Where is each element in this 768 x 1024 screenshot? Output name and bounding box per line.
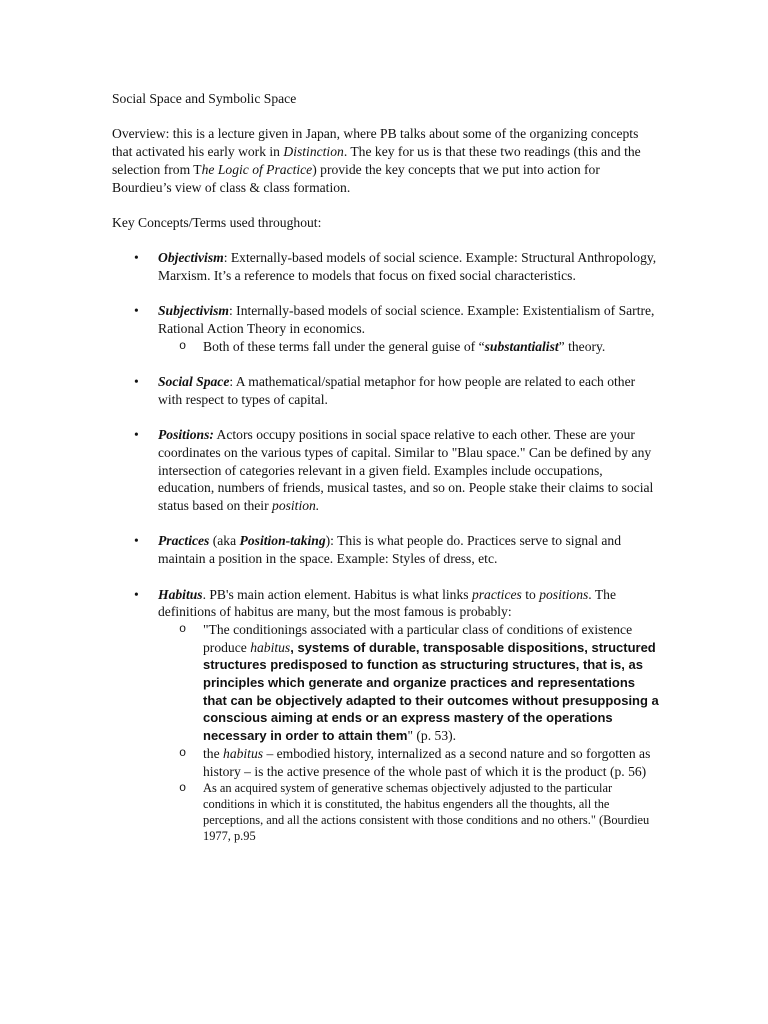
term-objectivism: Objectivism [158, 250, 224, 266]
overview-text-3: ) provide the key concepts that we put into action for Bourdieu’s view of class & class formation. [112, 161, 600, 195]
overview-text-1: Overview: this is a lecture given in Japan, where PB talks about some of the organizing concepts that activated his early work in [112, 126, 639, 160]
habitus-text-3: . The definitions of habitus are many, but the most famous is probably: [158, 586, 616, 620]
concept-positions [112, 426, 662, 515]
term-positions: Positions: [158, 427, 214, 443]
definition-positions: Actors occupy positions in social space relative to each other. These are your coordinates on the various types of capital. Similar to "Blau space." Can be defined by any intersection of categories relevant in a given field. Examples include occupations, education, numbers of friends, musical tastes, and so on. People stake their claims to social status based on their [158, 427, 654, 514]
overview-italic-logic-of-practice: he Logic of Practice [201, 161, 313, 177]
document-page [112, 90, 662, 862]
quote3-text: As an acquired system of generative schemas objectively adjusted to the particular conditions in which it is constituted, the habitus engenders all the thoughts, all the perceptions, and all the actions consistent with those conditions and no others." (Bourdieu 1977, p.95 [203, 781, 650, 844]
concept-subjectivism [112, 302, 662, 355]
term-substantialist: substantialist [484, 338, 559, 354]
quote2-text-b: – embodied history, internalized as a second nature and so forgotten as history – is the active presence of the whole past of which it is the product (p. 56) [203, 745, 651, 779]
quote1-citation: " (p. 53). [407, 728, 457, 744]
quote2-text-a: the [203, 745, 224, 761]
term-position-taking: Position-taking [239, 533, 326, 549]
quote2-italic-habitus: habitus [223, 745, 264, 761]
quote1-text-a: "The conditionings associated with a particular class of conditions of existence produce [203, 621, 633, 655]
habitus-quote-3 [158, 780, 662, 844]
overview-text-2: . The key for us is that these two readings (this and the selection from T [112, 144, 641, 177]
concepts-list [112, 249, 662, 844]
habitus-italic-practices: practices [471, 586, 522, 602]
sub-item-substantialist [158, 338, 662, 356]
practices-text-1: (aka [209, 533, 240, 549]
habitus-quote-2 [158, 745, 662, 780]
definition-subjectivism: : Internally-based models of social science. Example: Existentialism of Sartre, Rational Action Theory in economics. [158, 303, 655, 337]
concept-practices [112, 532, 662, 567]
habitus-text-2: to [521, 586, 540, 602]
quote1-italic-habitus: habitus [250, 639, 291, 655]
habitus-text-1: . PB's main action element. Habitus is what links [202, 586, 472, 602]
key-terms-heading: Key Concepts/Terms used throughout: [112, 214, 322, 230]
document-title: Social Space and Symbolic Space [112, 91, 297, 106]
term-practices: Practices [158, 533, 210, 549]
term-habitus: Habitus [158, 586, 203, 602]
overview-italic-distinction: Distinction [283, 144, 344, 160]
term-subjectivism: Subjectivism [158, 303, 229, 319]
positions-italic-end: position. [272, 498, 320, 514]
substantialist-text-1: Both of these terms fall under the general guise of “ [203, 338, 485, 354]
overview-paragraph [112, 125, 662, 196]
concept-objectivism [112, 249, 662, 284]
habitus-italic-positions: positions [539, 586, 589, 602]
habitus-quote-1 [158, 621, 662, 745]
concept-habitus [112, 586, 662, 845]
subjectivism-sublist [158, 338, 662, 356]
definition-social-space: : A mathematical/spatial metaphor for how people are related to each other with respect to types of capital. [158, 374, 636, 407]
practices-text-2: ): This is what people do. Practices serve to signal and maintain a position in the space. Example: Styles of dress, etc. [158, 533, 622, 567]
concept-social-space [112, 373, 662, 408]
term-social-space: Social Space [158, 374, 230, 390]
substantialist-text-2: ” theory. [558, 338, 606, 354]
habitus-sublist [158, 621, 662, 844]
quote1-bold-text: , systems of durable, transposable dispositions, structured structures predisposed to function as structuring structures, that is, as principles which generate and organize practices and representations that can be objectively adapted to their outcomes without presupposing a conscious aiming at ends or an express mastery of the operations necessary in order to attain them [203, 639, 659, 744]
definition-objectivism: : Externally-based models of social science. Example: Structural Anthropology, Marxism. It’s a reference to models that focus on fixed social characteristics. [158, 250, 657, 283]
